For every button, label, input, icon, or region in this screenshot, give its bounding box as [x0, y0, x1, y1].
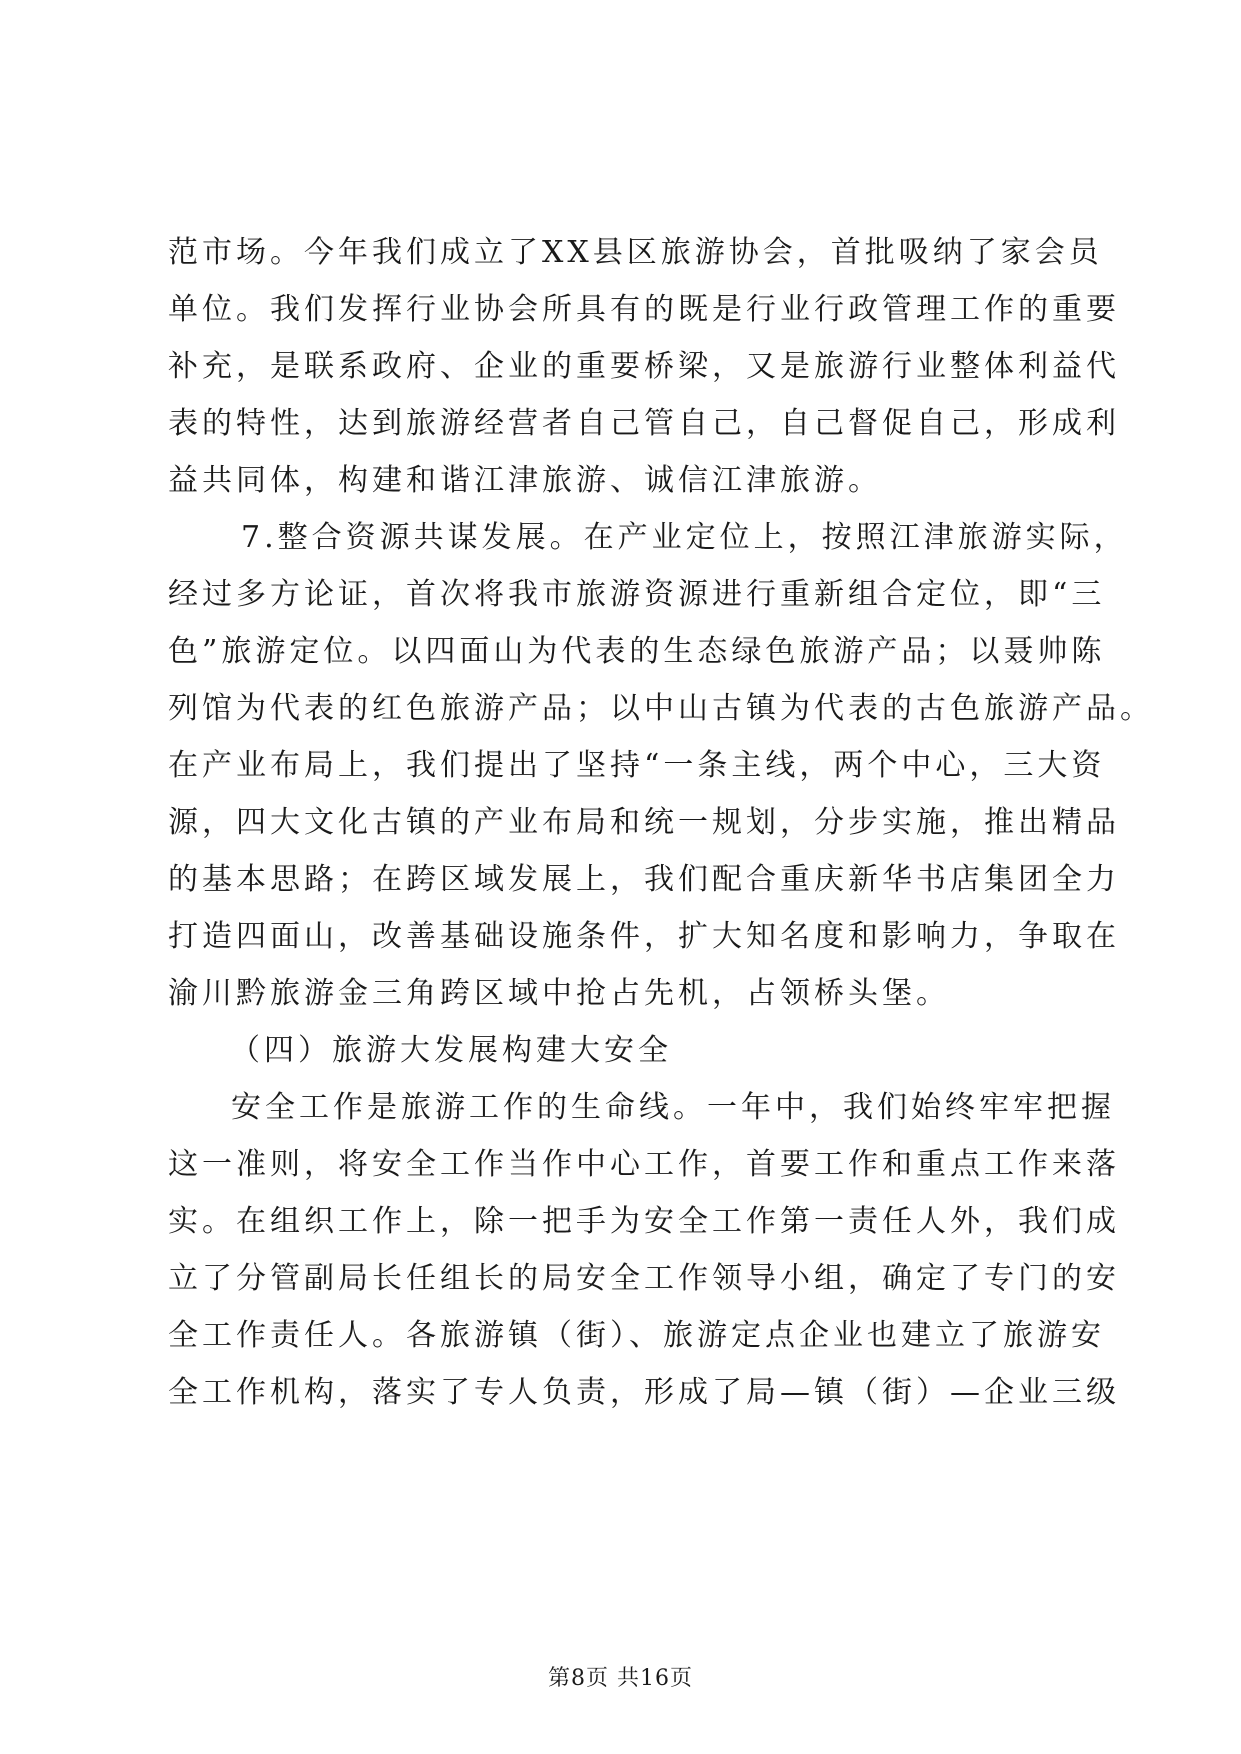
text-line: 范市场。今年我们成立了XX县区旅游协会，首批吸纳了家会员 [168, 235, 1103, 270]
text-line: 表的特性，达到旅游经营者自己管自己，自己督促自己，形成利 [168, 406, 1120, 441]
text-line: 在产业布局上，我们提出了坚持“一条主线，两个中心，三大资 [168, 748, 1106, 783]
text-line: 的基本思路；在跨区域发展上，我们配合重庆新华书店集团全力 [168, 862, 1120, 897]
section-heading: （四）旅游大发展构建大安全 [230, 1033, 672, 1068]
text-line: 全工作责任人。各旅游镇（街）、旅游定点企业也建立了旅游安 [168, 1318, 1105, 1353]
text-line: 打造四面山，改善基础设施条件，扩大知名度和影响力，争取在 [168, 919, 1120, 954]
text-line: 经过多方论证，首次将我市旅游资源进行重新组合定位，即“三 [168, 577, 1106, 612]
text-line: 这一准则，将安全工作当作中心工作，首要工作和重点工作来落 [168, 1147, 1120, 1182]
text-line-item-7: 7.整合资源共谋发展。在产业定位上，按照江津旅游实际， [241, 520, 1128, 555]
text-line: 全工作机构，落实了专人负责，形成了局—镇（街）—企业三级 [168, 1375, 1120, 1410]
text-line: 实。在组织工作上，除一把手为安全工作第一责任人外，我们成 [168, 1204, 1120, 1239]
text-line: 色”旅游定位。以四面山为代表的生态绿色旅游产品；以聂帅陈 [168, 634, 1106, 669]
text-line: 补充，是联系政府、企业的重要桥梁，又是旅游行业整体利益代 [168, 349, 1120, 384]
text-line: 单位。我们发挥行业协会所具有的既是行业行政管理工作的重要 [168, 292, 1120, 327]
text-line: 源，四大文化古镇的产业布局和统一规划，分步实施，推出精品 [168, 805, 1120, 840]
text-line: 立了分管副局长任组长的局安全工作领导小组，确定了专门的安 [168, 1261, 1120, 1296]
text-line: 益共同体，构建和谐江津旅游、诚信江津旅游。 [168, 463, 882, 498]
text-line: 列馆为代表的红色旅游产品；以中山古镇为代表的古色旅游产品。 [168, 691, 1154, 726]
text-line: 安全工作是旅游工作的生命线。一年中，我们始终牢牢把握 [231, 1090, 1115, 1125]
page-footer: 第8页 共16页 [548, 1666, 693, 1691]
text-line: 渝川黔旅游金三角跨区域中抢占先机，占领桥头堡。 [168, 976, 950, 1011]
